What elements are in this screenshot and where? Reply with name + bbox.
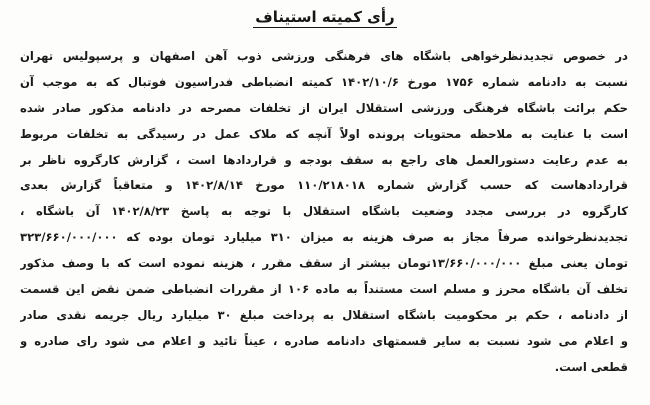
document-title: [0, 6, 650, 28]
body-line: و اعلام می شود نسبت به سایر قسمتهای دادنامه صادره ، عیناً تائید و اعلام می شود رای صادره و: [20, 333, 628, 348]
document-body: [20, 44, 628, 381]
body-line: نسبت به دادنامه شماره ۱۷۵۶ مورخ ۱۴۰۲/۱۰/۶ کمیته انضباطی فدراسیون فوتبال که به موجب آن: [20, 74, 628, 89]
body-line: تومان یعنی مبلغ ۱۳/۶۶۰/۰۰۰/۰۰۰تومان بیشتر از سقف مقرر ، هزینه نموده است که با وصف مذکور: [20, 256, 628, 271]
body-line: قطعی است.: [554, 359, 628, 374]
document-title-text: رأی کمیته استیناف: [255, 8, 395, 26]
body-line: از دادنامه ، حکم بر محکومیت باشگاه استقلال به پرداخت مبلغ ۳۰ میلیارد ریال جریمه نقدی صادر: [20, 307, 628, 322]
body-line: تجدیدنظرخوانده صرفاً مجاز به صرف هزینه به میزان ۳۱۰ میلیارد تومان بوده که ۳۲۳/۶۶۰/۰۰۰/۰۰۰: [20, 230, 628, 245]
body-line: به عدم رعایت دستورالعمل های راجع به سقف بودجه و قراردادها است ، گزارش کارگروه ناظر بر: [20, 152, 628, 167]
body-line: حکم برائت باشگاه فرهنگی ورزشی استقلال ایران از تخلفات مصرحه در دادنامه مذکور صادر شده: [20, 100, 628, 115]
body-line: تخلف آن باشگاه محرز و مسلم است مستنداً به ماده ۱۰۶ از مقررات انضباطی ضمن نقض این قسمت: [20, 282, 628, 297]
body-line: کارگروه در بررسی مجدد وضعیت باشگاه استقلال با توجه به پاسخ ۱۴۰۲/۸/۲۳ آن باشگاه ،: [20, 204, 628, 219]
body-line: قراردادهاست که حسب گزارش شماره ۱۱۰/۲۱۸۰۱۸ مورخ ۱۴۰۲/۸/۱۴ و متعاقباً گزارش بعدی: [20, 178, 628, 193]
body-line: در خصوص تجدیدنظرخواهی باشگاه های فرهنگی ورزشی ذوب آهن اصفهان و پرسپولیس تهران: [20, 49, 628, 63]
body-line: است با عنایت به ملاحظه محتویات پرونده اولاً آنچه که ملاک عمل در رسیدگی به تخلفات مربوط: [20, 126, 628, 141]
